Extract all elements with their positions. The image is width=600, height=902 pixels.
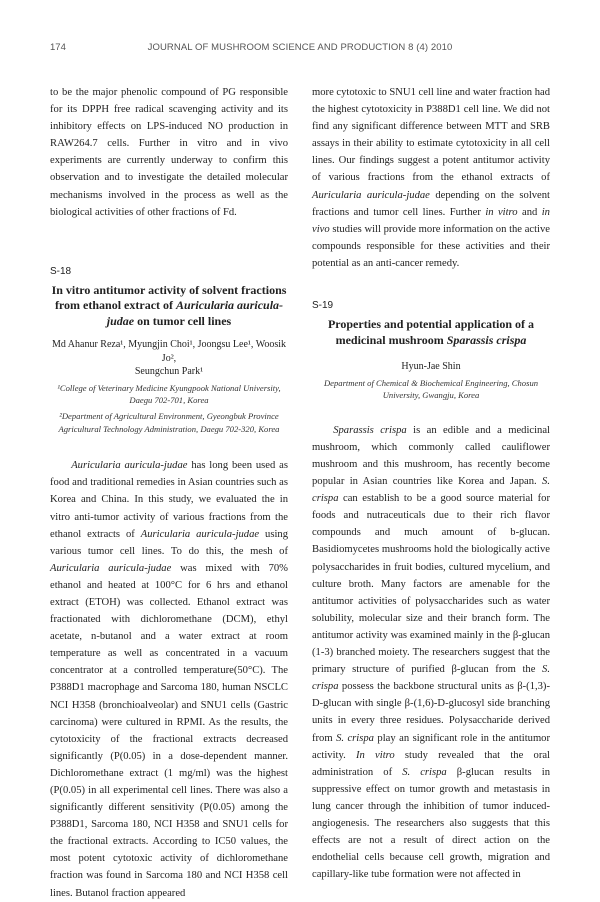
body-text: was mixed with 70% ethanol and heated at 100°C for 6 hrs and ethanol extract (ETOH) was collected. Ethanol extract was fractionated with dichloromethane (DCM), ethyl acetate, n-butanol and a water extract at room temperature as well as concentrated in a vacuum concentrator at a controlled temperature(50°C). The P388D1 macrophage and Sarcoma 180, human NSCLC NCI H358 (bronchioalveolar) and SNU1 cells (Gastric carcinoma) were cultured in RPMI. As the results, the cytotoxicity of the fractional extracts decreased significantly (P(0.05) in a dose-dependent manner. Dichloromethane extract (1 mg/ml) was the highest (P(0.05) in all experimental cell lines. There was also a significantly different sensitivity (P(0.05) among the P388D1, Sarcoma 180, NCI H358 and SNU1 cells for the fractional extracts. According to IC50 values, the most potent cytotoxic activity of dichloromethane fraction was found in Sarcoma 180 and NCI H358 cell lines. Butanol fraction appeared (50, 562, 288, 899)
body-text: studies will provide more information on the active compounds responsible for these activities and their potential as an anti-cancer remedy. (312, 223, 550, 269)
section-label-s18: S-18 (50, 265, 72, 277)
affiliation: Department of Chemical & Biochemical Engineering, Chosun University, Gwangju, Korea (323, 377, 539, 401)
species-name: Sparassis crispa (333, 424, 407, 436)
continued-paragraph (312, 84, 550, 272)
body-text: using various tumor cell lines. To do this, the mesh of (50, 528, 289, 557)
species-name: S. crispa (402, 766, 447, 778)
body-text: can establish to be a good source material for foods and nutraceuticals due to their rich flavor compounds and much amount of b-glucan. Basidiomycetes mushrooms hold the biologically active polysaccharides in fruit bodies, cultured mycelium, and culture broth. Many factors are amenable for the antitumor activities of polysaccharides such as water solubility, molecular size and their branch form. The antitumor activity was examined mainly in the β-glucan (1-3) branched moiety. The researchers suggest that the primary structure of purified β-glucan from the (312, 493, 550, 676)
body-text: β-glucan results in suppressive effect on tumor growth and metastasis in lung cancer through the inhibition of tumor induced-angiogenesis. The researchers also suggests that this effects are not a result of direct action on the endothelial cells because cell growth, migration and capillary-like tube formation were not affected in (312, 766, 550, 881)
abstract-title-s19 (312, 317, 550, 348)
species-name: Auricularia auricula-judae (140, 528, 260, 540)
right-column (312, 84, 550, 883)
body-text: depending on the solvent fractions and tumor cell lines. Further (312, 189, 550, 218)
author-name: Hyun-Jae Shin (401, 361, 461, 373)
authors-line-1: Md Ahanur Reza¹, Myungjin Choi¹, Joongsu Lee¹, Woosik Jo², (51, 339, 287, 364)
italic-term: In vitro (355, 749, 395, 761)
body-text: has long been used as food and traditional remedies in Asian countries such as Korea and China. In this study, we evaluated the in vitro anti-tumor activity of various fractions from the ethanol extracts of (50, 460, 288, 540)
species-name: Auricularia auricula-judae (312, 189, 430, 201)
title-text: In vitro antitumor activity of solvent fractions from ethanol extract of (51, 282, 287, 313)
abstract-body-s18 (50, 457, 288, 901)
running-header (50, 42, 550, 56)
abstract-body-s19 (312, 422, 550, 884)
title-text: Properties and potential application of a medicinal mushroom (327, 317, 535, 347)
abstract-title-s18 (50, 283, 288, 330)
journal-title: JOURNAL OF MUSHROOM SCIENCE AND PRODUCTION 8 (4) 2010 (147, 42, 453, 53)
species-name: S. crispa (312, 476, 550, 505)
body-text: possess the backbone structural units as β-(1,3)-D-glucan with single β-(1,6)-D-glucosyl side branching units in every three residues. Polysaccharide derived from (312, 681, 550, 744)
affiliation-1: ¹College of Veterinary Medicine Kyungpook National University, Daegu 702-701, Korea (57, 382, 281, 406)
page-number: 174 (50, 42, 66, 53)
body-text: is an edible and a medicinal mushroom, which commonly called cauliflower mushroom and this mushroom, has recently become popular in Asian countries like Korea and Japan. (312, 424, 550, 488)
italic-term: in vivo (312, 206, 550, 235)
species-name: S. crispa (336, 732, 374, 744)
title-species: Sparassis crispa (446, 332, 527, 347)
body-text: and (517, 206, 542, 218)
title-species: Auricularia auricula-judae (106, 298, 284, 328)
body-text: play an significant role in the antitumor activity. (312, 732, 551, 761)
species-name: Auricularia auricula-judae (50, 562, 172, 574)
title-text-end: on tumor cell lines (134, 313, 232, 328)
species-name: Auricularia auricula-judae (71, 460, 188, 472)
affiliation-2: ²Department of Agricultural Environment, Gyeongbuk Province Agricultural Technology Administration, Daegu 702-320, Korea (58, 411, 280, 434)
species-name: S. crispa (312, 664, 550, 693)
left-column (50, 84, 288, 902)
body-text: study revealed that the oral administration of (312, 749, 550, 778)
intro-paragraph: to be the major phenolic compound of PG responsible for its DPPH free radical scavenging activity and its inhibitory effects on LPS-induced NO production in RAW264.7 cells. Further in vitro and in vivo experiments are currently underway to confirm this observation and to investigate the detailed molecular mechanisms involved in the process as well as the biological activities of other fractions of Fd. (50, 87, 288, 218)
authors-line-2: Seungchun Park¹ (134, 366, 204, 378)
italic-term: in vitro (485, 206, 518, 218)
section-label-s19: S-19 (312, 300, 334, 312)
body-text: more cytotoxic to SNU1 cell line and water fraction had the highest cytotoxicity in P388D1 cell line. We did not find any significant difference between MTT and SRB assays in their ability to estimate cytotoxicity in all cell lines. Our findings suggest a potent antitumor activity of various fractions from the ethanol extracts of (312, 87, 550, 184)
